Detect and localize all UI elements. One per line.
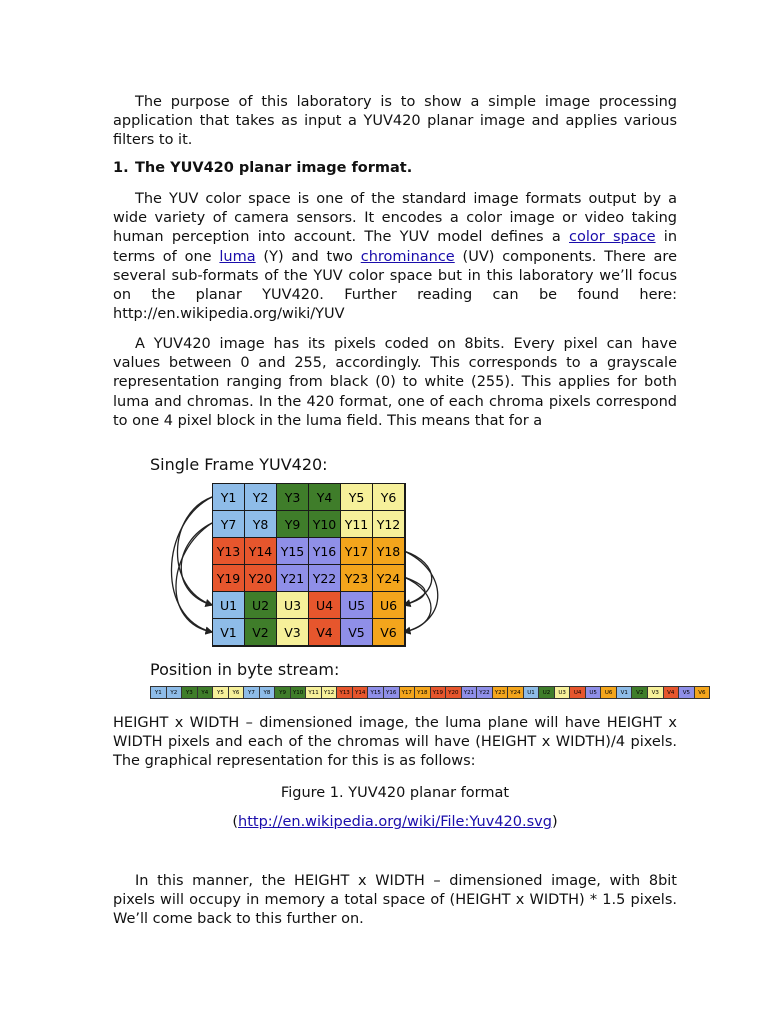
- yuv-text-4: (UV) components. There are several sub-formats of the YUV color space but in this laboratory we’ll focus on the planar YUV420. Further reading can be found here: http://en.wikipedia.org/wiki/YUV: [113, 248, 677, 323]
- grid-cell-y2: Y2: [245, 484, 276, 510]
- grid-cell-u6: U6: [373, 592, 404, 618]
- stream-cell-v1: V1: [617, 687, 633, 698]
- stream-cell-u5: U5: [586, 687, 602, 698]
- grid-cell-y21: Y21: [277, 565, 308, 591]
- grid-cell-y24: Y24: [373, 565, 404, 591]
- stream-cell-y5: Y5: [213, 687, 229, 698]
- stream-cell-y24: Y24: [508, 687, 524, 698]
- stream-cell-y8: Y8: [260, 687, 276, 698]
- section-number: 1.: [113, 160, 129, 176]
- grid-cell-y11: Y11: [341, 511, 372, 537]
- figure-caption: Figure 1. YUV420 planar format: [280, 785, 510, 801]
- stream-cell-v3: V3: [648, 687, 664, 698]
- stream-cell-y9: Y9: [275, 687, 291, 698]
- pixels-paragraph: A YUV420 image has its pixels coded on 8bits. Every pixel can have values between 0 and 255, accordingly. This corresponds to a grayscale representation ranging from black (0) to white (255). This applies for both luma and chromas. In the 420 format, one of each chroma pixels correspond to one 4 pixel block in the luma field. This means that for a: [113, 336, 677, 429]
- stream-cell-y23: Y23: [493, 687, 509, 698]
- grid-cell-v6: V6: [373, 619, 404, 645]
- dims-paragraph: HEIGHT x WIDTH – dimensioned image, the luma plane will have HEIGHT x WIDTH pixels and each of the chromas will have (HEIGHT x WIDTH)/4 pixels. The graphical representation for this is as follows:: [113, 715, 677, 770]
- grid-cell-u5: U5: [341, 592, 372, 618]
- stream-cell-y10: Y10: [291, 687, 307, 698]
- stream-cell-y18: Y18: [415, 687, 431, 698]
- stream-cell-y6: Y6: [229, 687, 245, 698]
- grid-cell-y14: Y14: [245, 538, 276, 564]
- yuv-text-3: (Y) and two: [255, 248, 361, 265]
- source-open-paren: (: [232, 814, 239, 830]
- grid-cell-v5: V5: [341, 619, 372, 645]
- grid-cell-y15: Y15: [277, 538, 308, 564]
- grid-cell-v1: V1: [213, 619, 244, 645]
- stream-cell-u3: U3: [555, 687, 571, 698]
- grid-cell-y5: Y5: [341, 484, 372, 510]
- stream-cell-y3: Y3: [182, 687, 198, 698]
- stream-cell-y2: Y2: [167, 687, 183, 698]
- grid-cell-u1: U1: [213, 592, 244, 618]
- grid-cell-y1: Y1: [213, 484, 244, 510]
- chrominance-link[interactable]: chrominance: [360, 248, 455, 265]
- grid-cell-u4: U4: [309, 592, 340, 618]
- yuv-text-1: The YUV color space is one of the standard image formats output by a wide variety of camera sensors. It encodes a color image or video taking human perception into account. The YUV model defines a: [113, 191, 677, 246]
- grid-cell-u3: U3: [277, 592, 308, 618]
- grid-cell-y7: Y7: [213, 511, 244, 537]
- grid-cell-v2: V2: [245, 619, 276, 645]
- grid-cell-y19: Y19: [213, 565, 244, 591]
- grid-cell-y8: Y8: [245, 511, 276, 537]
- byte-stream-bar: [150, 686, 710, 699]
- yuv-text-2: in terms of one: [113, 229, 678, 265]
- stream-cell-u4: U4: [570, 687, 586, 698]
- stream-cell-v5: V5: [679, 687, 695, 698]
- intro-paragraph: The purpose of this laboratory is to show a simple image processing application that takes as input a YUV420 planar image and applies various filters to it.: [113, 94, 677, 149]
- stream-cell-y16: Y16: [384, 687, 400, 698]
- stream-cell-y14: Y14: [353, 687, 369, 698]
- stream-cell-v2: V2: [632, 687, 648, 698]
- source-close-paren: ): [551, 814, 558, 830]
- grid-cell-y4: Y4: [309, 484, 340, 510]
- grid-cell-y17: Y17: [341, 538, 372, 564]
- grid-cell-u2: U2: [245, 592, 276, 618]
- grid-cell-y3: Y3: [277, 484, 308, 510]
- grid-cell-y20: Y20: [245, 565, 276, 591]
- stream-cell-y11: Y11: [306, 687, 322, 698]
- stream-cell-u2: U2: [539, 687, 555, 698]
- stream-cell-v4: V4: [664, 687, 680, 698]
- grid-cell-v3: V3: [277, 619, 308, 645]
- grid-cell-y9: Y9: [277, 511, 308, 537]
- grid-cell-y13: Y13: [213, 538, 244, 564]
- stream-cell-y21: Y21: [462, 687, 478, 698]
- stream-cell-y4: Y4: [198, 687, 214, 698]
- position-title: Position in byte stream:: [150, 660, 340, 679]
- grid-cell-v4: V4: [309, 619, 340, 645]
- grid-cell-y22: Y22: [309, 565, 340, 591]
- source-link[interactable]: http://en.wikipedia.org/wiki/File:Yuv420.svg: [238, 814, 552, 830]
- grid-cell-y6: Y6: [373, 484, 404, 510]
- stream-cell-y1: Y1: [151, 687, 167, 698]
- figure-source: [113, 813, 677, 832]
- luma-link[interactable]: luma: [219, 248, 256, 265]
- section-title: The YUV420 planar image format.: [135, 160, 413, 176]
- yuv-paragraph: [113, 190, 677, 324]
- stream-cell-y12: Y12: [322, 687, 338, 698]
- stream-cell-u1: U1: [524, 687, 540, 698]
- figure-title: Single Frame YUV420:: [150, 455, 328, 474]
- stream-cell-y7: Y7: [244, 687, 260, 698]
- grid-cell-y23: Y23: [341, 565, 372, 591]
- grid-cell-y18: Y18: [373, 538, 404, 564]
- stream-cell-y19: Y19: [431, 687, 447, 698]
- stream-cell-y15: Y15: [368, 687, 384, 698]
- stream-cell-v6: V6: [695, 687, 710, 698]
- grid-cell-y10: Y10: [309, 511, 340, 537]
- section-heading: [113, 160, 412, 176]
- stream-cell-u6: U6: [601, 687, 617, 698]
- stream-cell-y22: Y22: [477, 687, 493, 698]
- stream-cell-y17: Y17: [400, 687, 416, 698]
- grid-cell-y12: Y12: [373, 511, 404, 537]
- stream-cell-y20: Y20: [446, 687, 462, 698]
- color-space-link[interactable]: color space: [569, 229, 656, 246]
- memory-paragraph: In this manner, the HEIGHT x WIDTH – dimensioned image, with 8bit pixels will occupy in memory a total space of (HEIGHT x WIDTH) * 1.5 pixels. We’ll come back to this further on.: [113, 873, 677, 928]
- stream-cell-y13: Y13: [337, 687, 353, 698]
- grid-cell-y16: Y16: [309, 538, 340, 564]
- yuv-plane-grid: [212, 483, 406, 647]
